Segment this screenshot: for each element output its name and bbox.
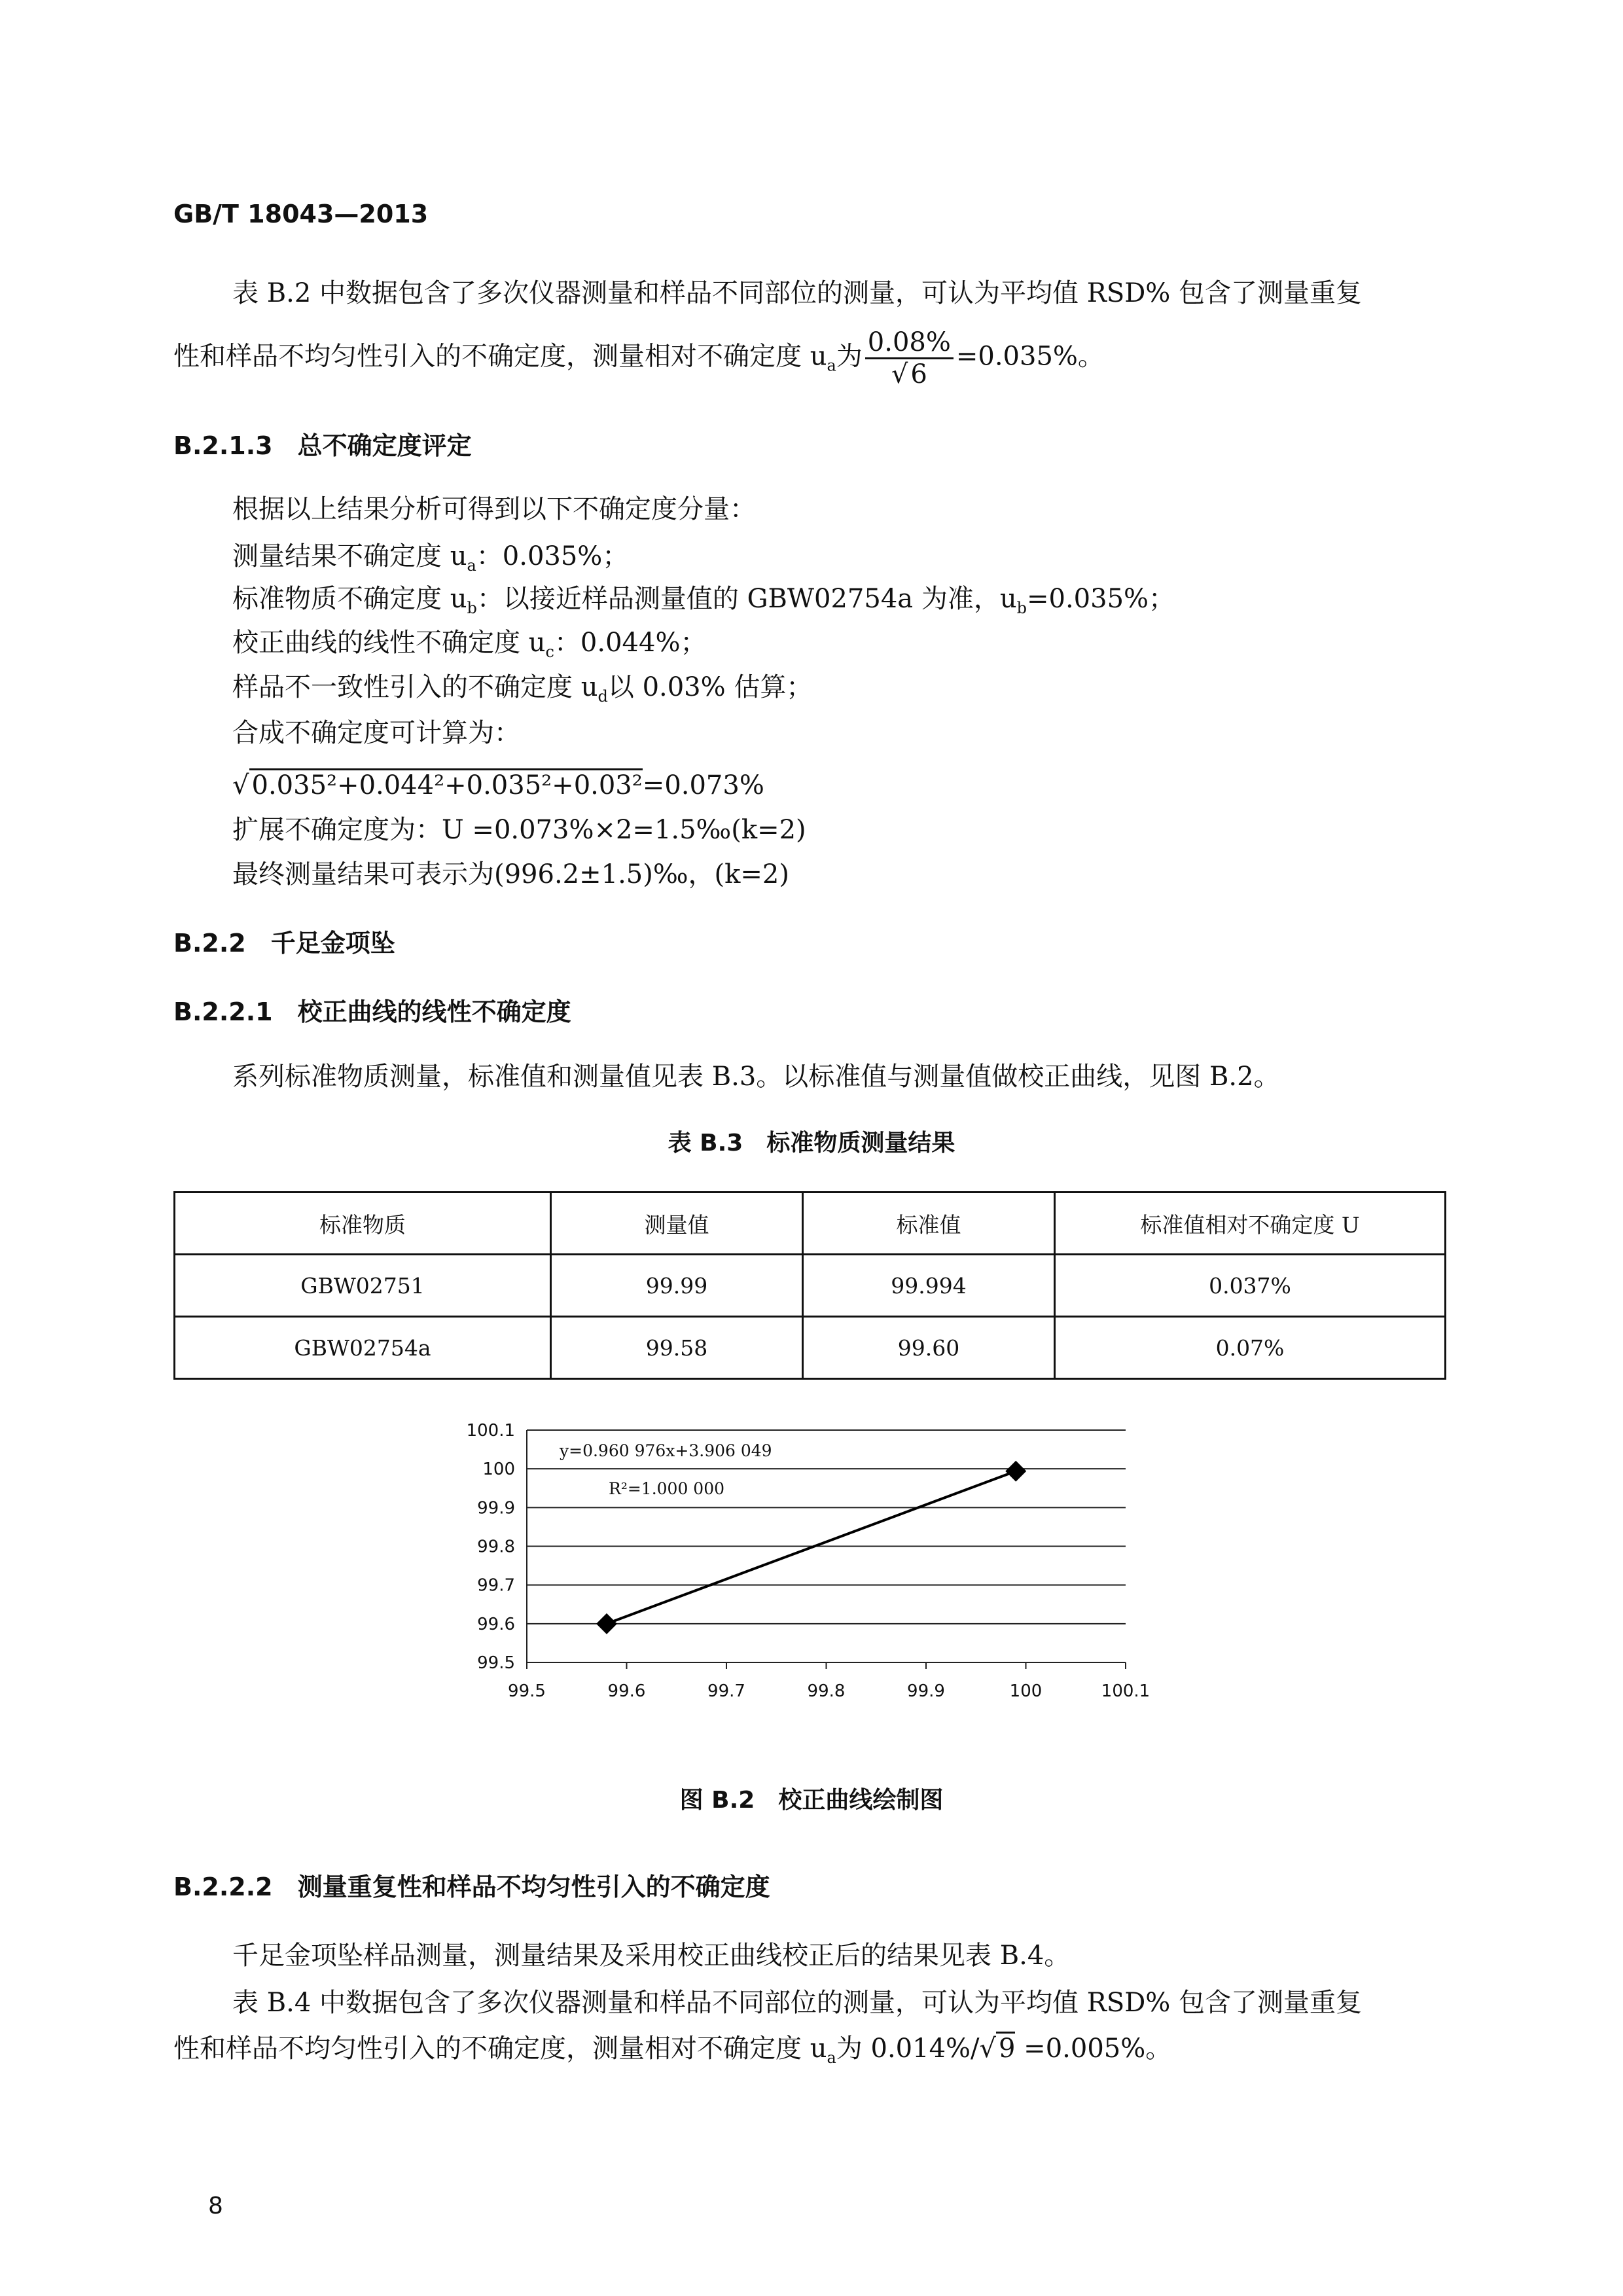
section-title: 千足金项坠: [270, 929, 395, 958]
text: 样品不一致性引入的不确定度 u: [232, 672, 598, 702]
subscript: a: [467, 556, 476, 575]
table-header-row: [175, 1193, 1446, 1255]
text: 为 0.014%/: [836, 2034, 980, 2064]
components-intro: 根据以上结果分析可得到以下不确定度分量：: [232, 494, 756, 524]
sqrt-sign: √ 0.035²+0.044²+0.035²+0.03²: [232, 766, 643, 805]
paragraph-rsd-line2: [173, 327, 1104, 389]
figure-caption: 图 B.2 校正曲线绘制图: [679, 1787, 944, 1814]
subscript: c: [545, 643, 554, 661]
grid-layer: [527, 1430, 1126, 1662]
y-tick-label: 99.8: [477, 1537, 515, 1557]
text: ：0.035%；: [476, 541, 629, 571]
text: 测量结果不确定度 u: [232, 541, 467, 571]
axis-layer: [467, 1421, 1150, 1701]
y-tick-label: 100.1: [466, 1421, 515, 1441]
table-cell: 99.60: [803, 1317, 1055, 1379]
y-tick-label: 99.6: [477, 1614, 515, 1634]
expanded-uncertainty: 扩展不确定度为：U =0.073%×2=1.5‰(k=2): [232, 815, 806, 845]
y-tick-label: 99.7: [477, 1575, 515, 1596]
table-cell: GBW02751: [175, 1255, 551, 1317]
page-number: 8: [208, 2193, 223, 2219]
paragraph-rsd-line1: 表 B.2 中数据包含了多次仪器测量和样品不同部位的测量，可认为平均值 RSD% 包含了测量重复: [232, 278, 1363, 308]
text: 为: [836, 341, 863, 372]
sqrt-sign: √ 6: [891, 359, 927, 389]
data-point-marker: [1005, 1461, 1026, 1482]
standard-materials-table: [173, 1191, 1446, 1380]
component-ua: [232, 537, 628, 585]
subscript: b: [467, 599, 477, 617]
sqrt-radicand: 9: [996, 2032, 1015, 2064]
section-title: 总不确定度评定: [297, 431, 472, 460]
combined-formula: [232, 766, 764, 805]
component-ud: [232, 668, 812, 716]
section-heading-b213: [173, 425, 472, 461]
text: 校正曲线的线性不确定度 u: [232, 628, 546, 658]
x-tick-label: 99.8: [807, 1681, 846, 1701]
section-title: 校正曲线的线性不确定度: [297, 997, 571, 1026]
paragraph-b4-line1: 表 B.4 中数据包含了多次仪器测量和样品不同部位的测量，可认为平均值 RSD% 包含了测量重复: [232, 1988, 1363, 2018]
section-heading-b2222: [173, 1867, 770, 1903]
combined-intro: 合成不确定度可计算为：: [232, 718, 520, 748]
section-number: B.2.2: [173, 929, 246, 958]
table-row: [175, 1255, 1446, 1317]
regression-equation: y=0.960 976x+3.906 049: [560, 1441, 772, 1460]
fraction: [865, 327, 954, 389]
paragraph-b4-intro: 千足金项坠样品测量，测量结果及采用校正曲线校正后的结果见表 B.4。: [232, 1941, 1071, 1971]
paragraph-b4-line2: [173, 2029, 1171, 2077]
sqrt-radicand: 6: [908, 357, 927, 389]
section-title: 测量重复性和样品不均匀性引入的不确定度: [297, 1873, 770, 1901]
text: =0.005%。: [1015, 2034, 1172, 2064]
table-cell: 0.07%: [1055, 1317, 1446, 1379]
text: 标准物质不确定度 u: [232, 584, 467, 614]
section-number: B.2.2.1: [173, 997, 273, 1026]
x-tick-label: 99.6: [607, 1681, 646, 1701]
table-cell: 99.994: [803, 1255, 1055, 1317]
section-number: B.2.2.2: [173, 1873, 273, 1901]
x-tick-label: 99.7: [707, 1681, 745, 1701]
table-caption: 表 B.3 标准物质测量结果: [668, 1130, 955, 1157]
subscript: a: [827, 356, 836, 375]
x-tick-label: 99.9: [907, 1681, 945, 1701]
x-tick-label: 100: [1009, 1681, 1043, 1701]
text: =0.035%；: [1026, 584, 1175, 614]
annotation-layer: [559, 1441, 772, 1498]
text: =0.035%。: [955, 341, 1104, 372]
formula-result: =0.073%: [642, 770, 764, 800]
component-uc: [232, 623, 706, 672]
table-cell: 0.037%: [1055, 1255, 1446, 1317]
table-header-cell: 标准值: [803, 1193, 1055, 1255]
fraction-denominator: [865, 359, 954, 389]
text: 性和样品不均匀性引入的不确定度，测量相对不确定度 u: [173, 2034, 827, 2064]
y-tick-label: 100: [482, 1460, 515, 1480]
standard-code: GB/T 18043—2013: [173, 200, 429, 228]
data-point-marker: [596, 1613, 617, 1634]
subscript: a: [827, 2049, 836, 2067]
table-header-cell: 标准物质: [175, 1193, 551, 1255]
sqrt-radicand: 0.035²+0.044²+0.035²+0.03²: [249, 768, 643, 800]
final-result: 最终测量结果可表示为(996.2±1.5)‰，(k=2): [232, 859, 789, 889]
r-squared-label: R²=1.000 000: [609, 1479, 725, 1498]
component-ub: [232, 579, 1175, 628]
table-cell: 99.99: [551, 1255, 803, 1317]
section-heading-b221: [173, 992, 571, 1028]
table-header-cell: 测量值: [551, 1193, 803, 1255]
x-tick-label: 100.1: [1101, 1681, 1150, 1701]
subscript: b: [1016, 599, 1027, 617]
paragraph-table-ref: 系列标准物质测量，标准值和测量值见表 B.3。以标准值与测量值做校正曲线，见图 B.2。: [232, 1062, 1280, 1092]
fraction-numerator: 0.08%: [865, 327, 954, 359]
y-tick-label: 99.5: [477, 1653, 515, 1673]
text: ：0.044%；: [554, 628, 707, 658]
sqrt-sign: √ 9: [980, 2029, 1016, 2068]
calibration-curve-chart: [419, 1407, 1178, 1721]
text: 性和样品不均匀性引入的不确定度，测量相对不确定度 u: [173, 341, 827, 372]
table-cell: GBW02754a: [175, 1317, 551, 1379]
text: 以 0.03% 估算；: [607, 672, 813, 702]
table-row: [175, 1317, 1446, 1379]
text: ：以接近样品测量值的 GBW02754a 为准，u: [476, 584, 1017, 614]
table-cell: 99.58: [551, 1317, 803, 1379]
table-header-cell: 标准值相对不确定度 U: [1055, 1193, 1446, 1255]
section-number: B.2.1.3: [173, 431, 273, 460]
section-heading-b22: [173, 923, 395, 959]
y-tick-label: 99.9: [477, 1498, 515, 1518]
subscript: d: [597, 687, 608, 706]
x-tick-label: 99.5: [508, 1681, 546, 1701]
